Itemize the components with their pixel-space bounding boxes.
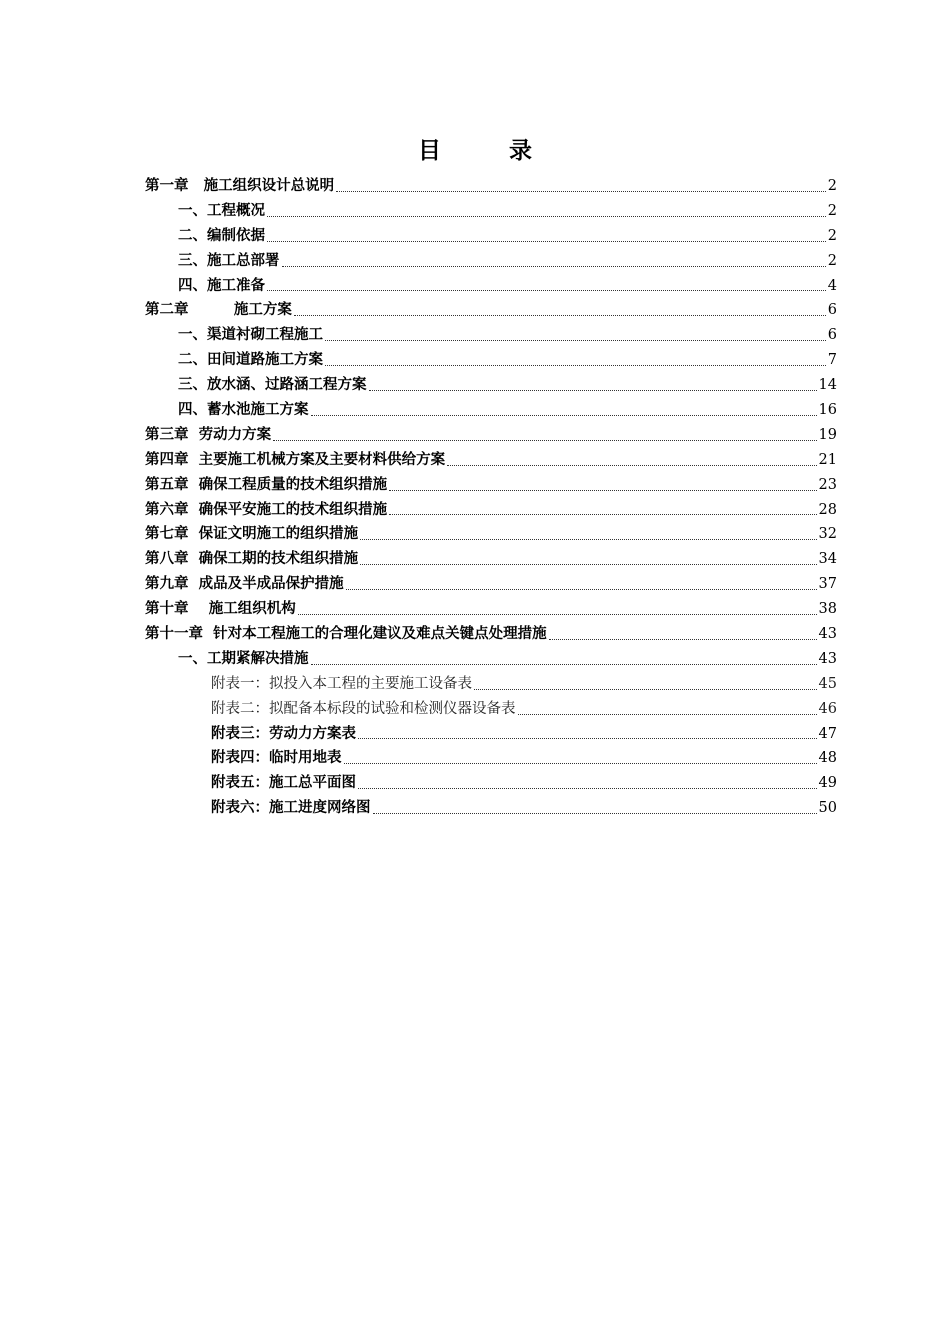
toc-dot-leader (518, 714, 817, 715)
toc-entry-page-number: 2 (827, 227, 837, 244)
toc-dot-leader (311, 664, 817, 665)
toc-entry[interactable] (145, 249, 837, 274)
toc-entry-page-number: 38 (818, 601, 837, 618)
toc-dot-leader (267, 216, 826, 217)
toc-dot-leader (325, 340, 826, 341)
toc-dot-leader (358, 738, 817, 739)
toc-entry-page-number: 47 (818, 725, 837, 742)
toc-entry-label: 一、工程概况 (178, 201, 265, 219)
toc-entry-page-number: 34 (818, 551, 837, 568)
toc-entry-page-number: 4 (827, 277, 837, 294)
toc-entry-label: 附表四：临时用地表 (211, 749, 342, 767)
toc-dot-leader (346, 589, 817, 590)
toc-entry[interactable] (145, 224, 837, 249)
toc-entry[interactable] (145, 348, 837, 373)
toc-entry-label: 第三章 劳动力方案 (145, 425, 272, 443)
toc-entry-page-number: 6 (827, 327, 837, 344)
toc-entry-page-number: 2 (827, 202, 837, 219)
toc-entry-page-number: 6 (827, 302, 837, 319)
toc-entry-label: 三、放水涵、过路涵工程方案 (178, 376, 367, 394)
toc-dot-leader (373, 813, 817, 814)
toc-entry[interactable] (145, 448, 837, 473)
toc-entry-label: 第八章 确保工期的技术组织措施 (145, 550, 359, 568)
toc-entry-page-number: 7 (827, 352, 837, 369)
toc-entry-label: 二、编制依据 (178, 226, 265, 244)
toc-entry-page-number: 14 (818, 377, 837, 394)
toc-dot-leader (311, 415, 817, 416)
toc-entry[interactable] (145, 423, 837, 448)
toc-entry-label: 四、蓄水池施工方案 (178, 401, 309, 418)
toc-entry-page-number: 21 (818, 451, 837, 468)
toc-entry-label: 第一章 施工组织设计总说明 (145, 176, 335, 194)
toc-entry-page-number: 43 (818, 650, 837, 667)
toc-entry-label: 第六章 确保平安施工的技术组织措施 (145, 500, 388, 518)
toc-entry[interactable] (145, 522, 837, 547)
toc-entry-label: 第四章 主要施工机械方案及主要材料供给方案 (145, 450, 446, 468)
toc-entry-page-number: 48 (818, 750, 837, 767)
toc-entry-label: 附表三：劳动力方案表 (211, 724, 356, 742)
toc-entry[interactable] (145, 647, 837, 672)
toc-entry-label: 一、渠道衬砌工程施工 (178, 326, 323, 344)
toc-title: 目 录 (417, 137, 562, 164)
toc-entry-page-number: 19 (818, 426, 837, 443)
toc-dot-leader (358, 788, 817, 789)
toc-entry-label: 附表一：拟投入本工程的主要施工设备表 (211, 675, 472, 692)
table-of-contents (145, 174, 837, 821)
toc-entry[interactable] (145, 771, 837, 796)
toc-entry-page-number: 50 (818, 800, 837, 817)
toc-entry[interactable] (145, 174, 837, 199)
toc-dot-leader (549, 639, 817, 640)
toc-dot-leader (360, 539, 816, 540)
toc-entry[interactable] (145, 697, 837, 722)
toc-entry[interactable] (145, 398, 837, 423)
toc-dot-leader (474, 689, 817, 690)
toc-entry-label: 附表六：施工进度网络图 (211, 799, 371, 817)
toc-dot-leader (298, 614, 817, 615)
toc-entry[interactable] (145, 323, 837, 348)
toc-dot-leader (282, 266, 826, 267)
toc-dot-leader (447, 465, 816, 466)
toc-dot-leader (389, 490, 816, 491)
toc-dot-leader (267, 241, 826, 242)
toc-entry[interactable] (145, 572, 837, 597)
toc-entry-page-number: 2 (827, 252, 837, 269)
toc-entry[interactable] (145, 373, 837, 398)
toc-entry-label: 四、施工准备 (178, 276, 265, 294)
toc-entry[interactable] (145, 622, 837, 647)
toc-dot-leader (325, 365, 826, 366)
toc-entry-label: 第五章 确保工程质量的技术组织措施 (145, 475, 388, 493)
toc-entry-label: 第九章 成品及半成品保护措施 (145, 575, 344, 593)
toc-entry-label: 第十一章 针对本工程施工的合理化建议及难点关键点处理措施 (145, 625, 547, 643)
toc-entry-label: 第十章 施工组织机构 (145, 600, 296, 618)
toc-entry-label: 二、田间道路施工方案 (178, 351, 323, 369)
toc-entry-page-number: 28 (818, 501, 837, 518)
toc-entry[interactable] (145, 597, 837, 622)
toc-entry[interactable] (145, 473, 837, 498)
toc-entry[interactable] (145, 298, 837, 323)
toc-dot-leader (267, 290, 826, 291)
toc-entry-label: 一、工期紧解决措施 (178, 649, 309, 667)
toc-entry[interactable] (145, 796, 837, 821)
toc-entry[interactable] (145, 274, 837, 299)
toc-entry-page-number: 49 (818, 775, 837, 792)
toc-entry-page-number: 32 (818, 526, 837, 543)
toc-entry-page-number: 43 (818, 626, 837, 643)
toc-entry-page-number: 37 (818, 576, 837, 593)
toc-entry[interactable] (145, 199, 837, 224)
toc-entry-page-number: 16 (818, 402, 837, 418)
toc-dot-leader (273, 440, 816, 441)
toc-entry-label: 第二章 施工方案 (145, 301, 292, 319)
toc-entry[interactable] (145, 746, 837, 771)
toc-entry[interactable] (145, 498, 837, 523)
toc-entry-label: 第七章 保证文明施工的组织措施 (145, 525, 359, 543)
toc-entry-label: 附表二：拟配备本标段的试验和检测仪器设备表 (211, 700, 516, 717)
toc-entry-page-number: 46 (818, 700, 837, 717)
toc-entry-page-number: 23 (818, 476, 837, 493)
toc-entry-label: 三、施工总部署 (178, 251, 280, 269)
toc-entry-page-number: 2 (827, 177, 837, 194)
toc-entry[interactable] (145, 672, 837, 697)
toc-entry[interactable] (145, 547, 837, 572)
toc-dot-leader (389, 514, 816, 515)
toc-dot-leader (369, 390, 817, 391)
toc-dot-leader (336, 191, 826, 192)
toc-dot-leader (344, 763, 817, 764)
toc-entry-page-number: 45 (818, 675, 837, 692)
toc-dot-leader (294, 315, 826, 316)
toc-entry-label: 附表五：施工总平面图 (211, 774, 356, 792)
toc-entry[interactable] (145, 722, 837, 747)
toc-dot-leader (360, 564, 816, 565)
